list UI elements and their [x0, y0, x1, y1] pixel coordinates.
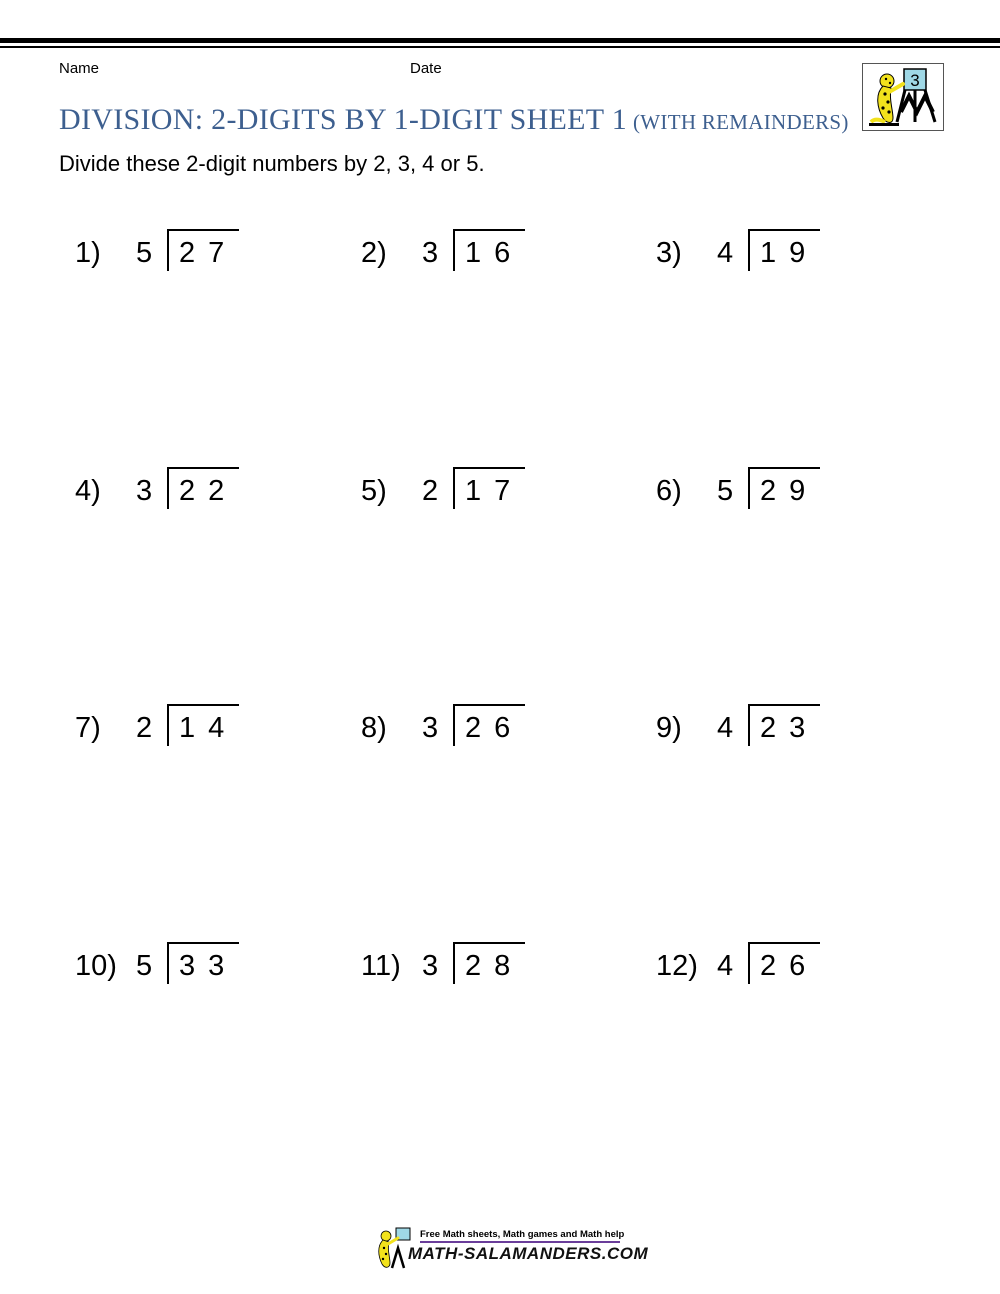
problem-divisor: 4	[717, 712, 734, 744]
problem-divisor: 4	[717, 950, 734, 982]
problem-dividend: 23	[760, 712, 819, 744]
problem-number: 3)	[656, 237, 682, 269]
title-subtitle: (WITH REMAINDERS)	[633, 110, 849, 134]
problem-divisor: 3	[136, 475, 153, 507]
problem-dividend: 28	[465, 950, 524, 982]
header-rule-thick	[0, 38, 1000, 43]
date-label: Date	[410, 60, 442, 77]
problem-dividend: 16	[465, 237, 524, 269]
problem-dividend: 29	[760, 475, 819, 507]
problem-divisor: 5	[136, 237, 153, 269]
title-main: DIVISION: 2-DIGITS BY 1-DIGIT SHEET 1	[59, 103, 627, 136]
worksheet-title	[59, 103, 849, 137]
problem-dividend: 26	[760, 950, 819, 982]
problem-divisor: 5	[136, 950, 153, 982]
problem-divisor: 4	[717, 237, 734, 269]
problem-number: 1)	[75, 237, 101, 269]
salamander-easel-icon	[863, 64, 943, 130]
problem-dividend: 14	[179, 712, 238, 744]
problem-number: 2)	[361, 237, 387, 269]
grade-logo	[862, 63, 944, 131]
problem-divisor: 5	[717, 475, 734, 507]
problem-dividend: 22	[179, 475, 238, 507]
problem-dividend: 27	[179, 237, 238, 269]
problem-number: 11)	[361, 950, 401, 982]
footer-brand: MATH-SALAMANDERS.COM	[408, 1244, 649, 1263]
problem-number: 10)	[75, 950, 117, 982]
name-label: Name	[59, 60, 100, 77]
problem-number: 8)	[361, 712, 387, 744]
problem-dividend: 17	[465, 475, 524, 507]
footer-divider	[420, 1241, 620, 1243]
header-rule-thin	[0, 46, 1000, 48]
problem-number: 5)	[361, 475, 387, 507]
instructions: Divide these 2-digit numbers by 2, 3, 4 or 5.	[59, 151, 485, 176]
salamander-icon	[372, 1226, 412, 1272]
footer-logo	[372, 1226, 649, 1272]
grade-number: 3	[910, 71, 920, 90]
problem-divisor: 2	[136, 712, 153, 744]
problem-divisor: 2	[422, 475, 439, 507]
problem-dividend: 26	[465, 712, 524, 744]
problem-dividend: 33	[179, 950, 238, 982]
problem-number: 12)	[656, 950, 698, 982]
problem-divisor: 3	[422, 712, 439, 744]
problem-divisor: 3	[422, 237, 439, 269]
problem-number: 7)	[75, 712, 101, 744]
problem-divisor: 3	[422, 950, 439, 982]
problem-number: 9)	[656, 712, 682, 744]
problem-number: 6)	[656, 475, 682, 507]
footer-tagline: Free Math sheets, Math games and Math help	[420, 1229, 625, 1240]
problem-dividend: 19	[760, 237, 819, 269]
problem-number: 4)	[75, 475, 101, 507]
